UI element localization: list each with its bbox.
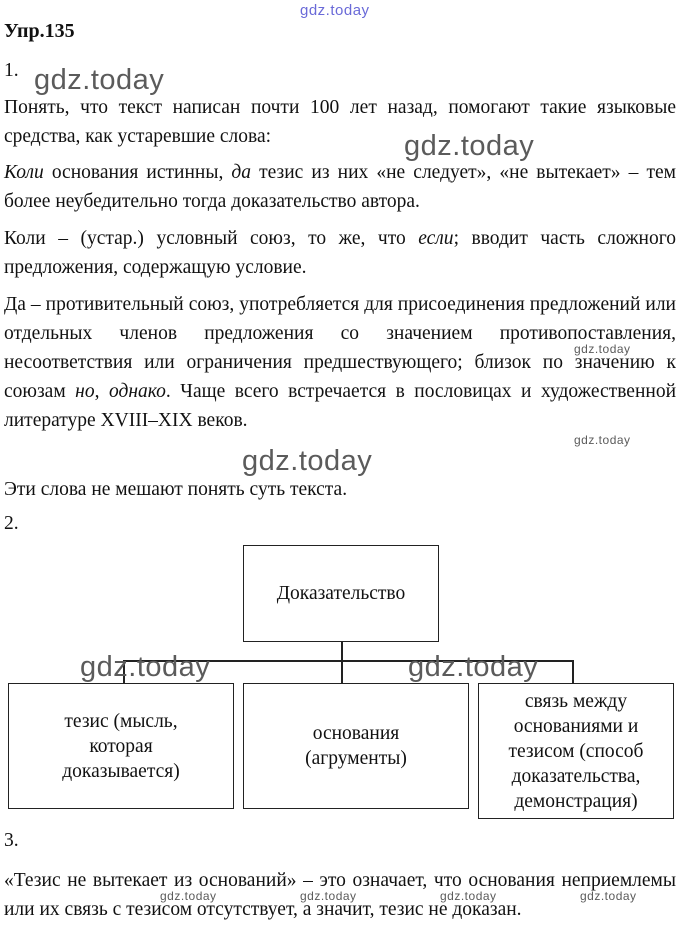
diagram-root-label: Доказательство: [276, 583, 406, 604]
watermark-5: gdz.today: [242, 445, 373, 477]
definition-part: . Чаще всего встречается в пословицах и художественной литературе XVIII–XIX веков.: [4, 381, 677, 431]
watermark-11: gdz.today: [580, 889, 637, 903]
section-3-number: 3.: [4, 830, 19, 851]
watermark-9: gdz.today: [300, 889, 357, 903]
quote-part: тезис из них «не следует», «не вытекает» – тем более неубедительно тогда доказательство автора.: [4, 162, 676, 212]
quote-part: основания истинны,: [43, 162, 232, 183]
exercise-title: Упр.135: [4, 20, 75, 42]
diagram-child-label: тезис (мысль, которая доказывается): [62, 710, 180, 782]
definition-part: Да – противительный союз, употребляется для присоединения предложений или отдельных членов предложения со значением противопоставления, несоответствия или ограничения предшествующего; близок по значению к союзам: [4, 294, 676, 402]
watermark-2: gdz.today: [404, 130, 535, 162]
diagram-child-label: связь между основаниями и тезисом (способ доказательства, демонстрация): [508, 690, 644, 812]
word-odnako: однако: [108, 381, 166, 402]
watermark-10: gdz.today: [440, 889, 497, 903]
watermark-3: gdz.today: [574, 342, 631, 356]
diagram-child-label: основания (агрументы): [305, 723, 407, 769]
definition-part: Коли – (устар.) условный союз, то же, что: [4, 228, 419, 249]
diagram-child-thesis: [8, 683, 234, 809]
watermark-4: gdz.today: [574, 433, 631, 447]
section-1-number: 1.: [4, 60, 19, 81]
watermark-6: gdz.today: [80, 651, 211, 683]
word-koli: Коли: [4, 162, 44, 183]
connector-vertical-root: [341, 642, 343, 661]
watermark-1: gdz.today: [34, 64, 165, 96]
word-da: да: [231, 162, 252, 183]
definition-part: ,: [94, 381, 109, 402]
watermark-7: gdz.today: [408, 651, 539, 683]
da-definition: [4, 290, 676, 435]
watermark-8: gdz.today: [160, 889, 217, 903]
definition-part: ; вводит часть сложного предложения, содержащую условие.: [4, 228, 676, 278]
koli-definition: [4, 224, 676, 282]
diagram-root-box: [243, 545, 439, 642]
connector-right: [572, 660, 574, 683]
diagram-child-grounds: [243, 683, 469, 809]
section-3-paragraph: «Тезис не вытекает из оснований» – это означает, что основания неприемлемы или их связь с тезисом отсутствует, а значит, тезис не доказан.: [4, 870, 676, 920]
word-no: но: [75, 381, 95, 402]
intro-paragraph: Понять, что текст написан почти 100 лет назад, помогают такие языковые средства, как устаревшие слова:: [4, 97, 676, 147]
connector-middle: [341, 660, 343, 683]
word-esli: если: [418, 228, 454, 249]
conclusion-paragraph: Эти слова не мешают понять суть текста.: [4, 479, 348, 500]
watermark-top: gdz.today: [300, 2, 370, 19]
section-2-number: 2.: [4, 513, 19, 534]
quote-paragraph: [4, 158, 676, 216]
diagram-child-link: [478, 683, 674, 819]
